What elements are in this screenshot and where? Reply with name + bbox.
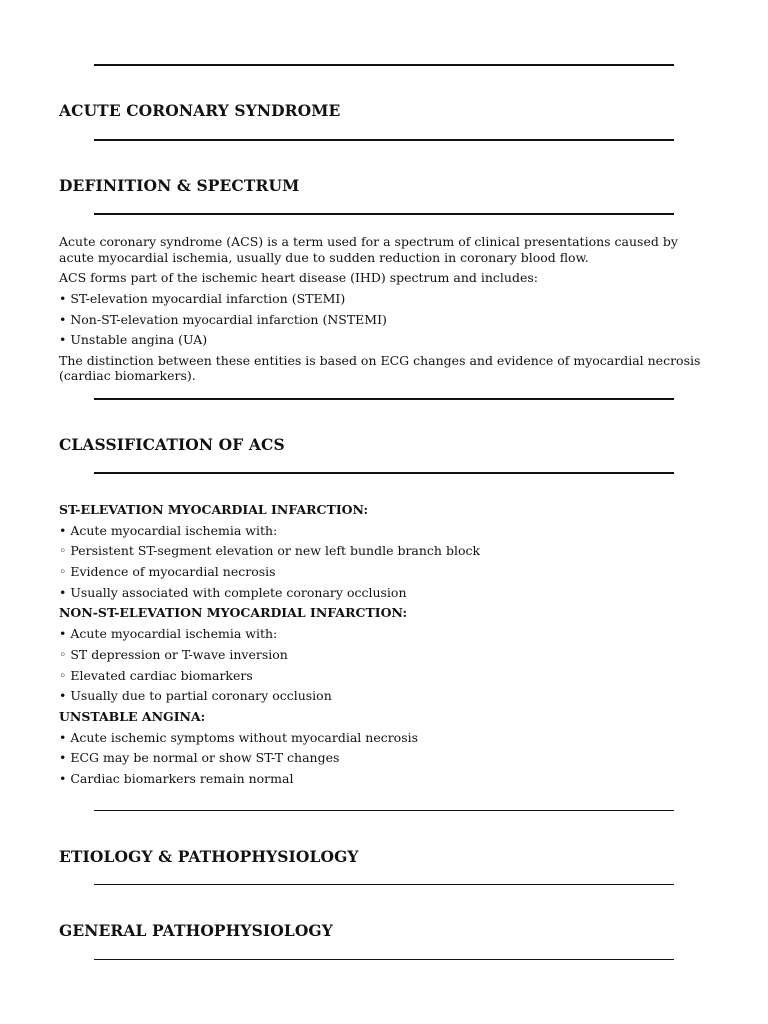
section-heading-general: GENERAL PATHOPHYSIOLOGY xyxy=(59,921,333,940)
paragraph: The distinction between these entities is based on ECG changes and evidence of myocardial necrosis (cardiac biomarkers). xyxy=(59,352,701,384)
page-title: ACUTE CORONARY SYNDROME xyxy=(59,101,341,120)
list-item: • Unstable angina (UA) xyxy=(59,332,208,348)
list-item: ◦ Evidence of myocardial necrosis xyxy=(59,564,276,580)
classification-body xyxy=(59,502,709,792)
section-heading-definition: DEFINITION & SPECTRUM xyxy=(59,176,300,195)
divider xyxy=(94,472,674,474)
list-item: ◦ Elevated cardiac biomarkers xyxy=(59,667,253,683)
subheading-ua: UNSTABLE ANGINA: xyxy=(59,708,206,724)
list-item: • Acute ischemic symptoms without myocardial necrosis xyxy=(59,729,419,745)
list-item: • ST-elevation myocardial infarction (STEMI) xyxy=(59,290,346,306)
paragraph: Acute coronary syndrome (ACS) is a term used for a spectrum of clinical presentations caused by acute myocardial ischemia, usually due to sudden reduction in coronary blood flow. xyxy=(59,234,678,265)
list-item: ◦ ST depression or T-wave inversion xyxy=(59,646,288,662)
divider xyxy=(94,884,674,885)
section-heading-etiology: ETIOLOGY & PATHOPHYSIOLOGY xyxy=(59,847,359,866)
section-heading-classification: CLASSIFICATION OF ACS xyxy=(59,435,285,454)
divider-top xyxy=(94,64,674,66)
list-item: ◦ Persistent ST-segment elevation or new left bundle branch block xyxy=(59,543,481,559)
paragraph: ACS forms part of the ischemic heart disease (IHD) spectrum and includes: xyxy=(59,270,538,286)
divider xyxy=(94,213,674,215)
divider xyxy=(94,959,674,960)
divider xyxy=(94,810,674,811)
divider xyxy=(94,139,674,141)
list-item: • ECG may be normal or show ST-T changes xyxy=(59,750,340,766)
list-item: • Cardiac biomarkers remain normal xyxy=(59,770,294,786)
definition-body xyxy=(59,234,709,389)
list-item: • Acute myocardial ischemia with: xyxy=(59,626,278,642)
divider xyxy=(94,398,674,400)
subheading-stemi: ST-ELEVATION MYOCARDIAL INFARCTION: xyxy=(59,502,369,517)
list-item: • Usually due to partial coronary occlusion xyxy=(59,688,332,704)
list-item: • Non-ST-elevation myocardial infarction (NSTEMI) xyxy=(59,311,387,327)
list-item: • Acute myocardial ischemia with: xyxy=(59,522,278,538)
list-item: • Usually associated with complete coronary occlusion xyxy=(59,584,407,600)
subheading-nstemi: NON-ST-ELEVATION MYOCARDIAL INFARCTION: xyxy=(59,605,408,621)
